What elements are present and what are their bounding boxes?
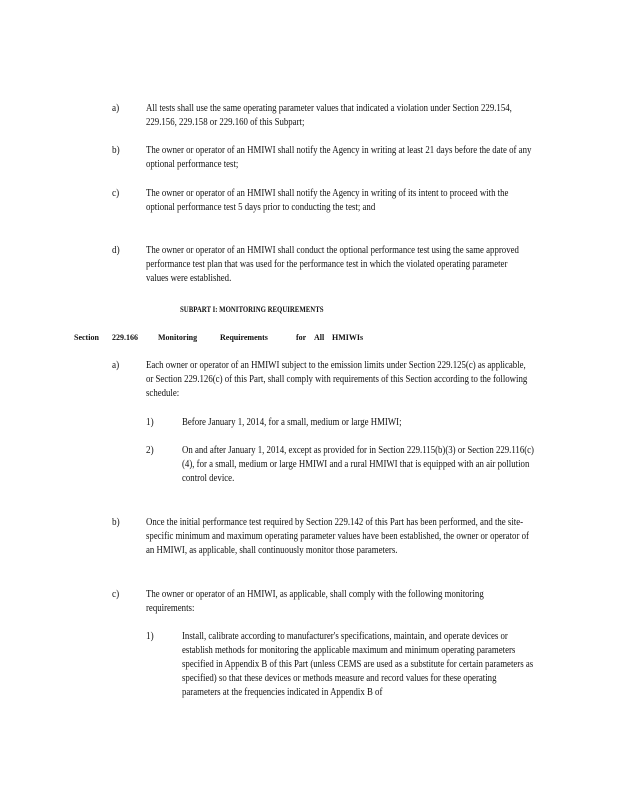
list-marker: c) <box>112 188 120 199</box>
list-marker: a) <box>112 103 120 114</box>
list-item-text: Each owner or operator of an HMIWI subject to the emission limits under Section 229.125(c) as applicable, or Section 229.126(c) of this Part, shall comply with requirements of this Section according to the following schedule: <box>146 360 528 399</box>
list-marker: b) <box>112 145 120 156</box>
list-marker: 1) <box>146 417 154 428</box>
subpart-heading: SUBPART I: MONITORING REQUIREMENTS <box>180 305 324 314</box>
list-item-text: The owner or operator of an HMIWI shall conduct the optional performance test using the same approved performance test plan that was used for the performance test in which the violated operating parameter values were established. <box>146 245 519 284</box>
list-item-text: All tests shall use the same operating parameter values that indicated a violation under Section 229.154, 229.156, 229.158 or 229.160 of this Subpart; <box>146 103 512 128</box>
section-number: 229.166 <box>112 333 138 342</box>
section-title-word: All <box>314 333 325 342</box>
list-marker: c) <box>112 589 120 600</box>
list-item-text: On and after January 1, 2014, except as provided for in Section 229.115(b)(3) or Section 229.116(c)(4), for a small, medium or large HMIWI and a rural HMIWI that is equipped with an air pollution control device. <box>182 445 534 484</box>
list-item-text: Install, calibrate according to manufacturer's specifications, maintain, and operate devices or establish methods for monitoring the applicable maximum and minimum operating parameters specified in Appendix B of this Part (unless CEMS are used as a substitute for certain parameters as specified) so that these devices or methods measure and record values for these operating parameters at the frequencies indicated in Appendix B of <box>182 631 534 698</box>
list-marker: a) <box>112 360 120 371</box>
list-item-text: Once the initial performance test required by Section 229.142 of this Part has been performed, and the site-specific minimum and maximum operating parameter values have been established, the owner or operator of an HMIWI, as applicable, shall continuously monitor those parameters. <box>146 517 529 556</box>
list-marker: b) <box>112 517 120 528</box>
section-title-word: Requirements <box>220 333 268 342</box>
section-title-word: Monitoring <box>158 333 198 342</box>
section-label: Section <box>74 333 99 342</box>
list-marker: 2) <box>146 445 154 456</box>
list-item-text: The owner or operator of an HMIWI, as applicable, shall comply with the following monitoring requirements: <box>146 589 484 614</box>
list-item-text: The owner or operator of an HMIWI shall notify the Agency in writing at least 21 days before the date of any optional performance test; <box>146 145 532 170</box>
section-title-word: for <box>296 333 307 342</box>
section-title-word: HMIWIs <box>332 333 364 342</box>
list-marker: d) <box>112 245 120 256</box>
list-item-text: The owner or operator of an HMIWI shall notify the Agency in writing of its intent to proceed with the optional performance test 5 days prior to conducting the test; and <box>146 188 509 213</box>
list-marker: 1) <box>146 631 154 642</box>
list-item-text: Before January 1, 2014, for a small, medium or large HMIWI; <box>182 417 402 428</box>
